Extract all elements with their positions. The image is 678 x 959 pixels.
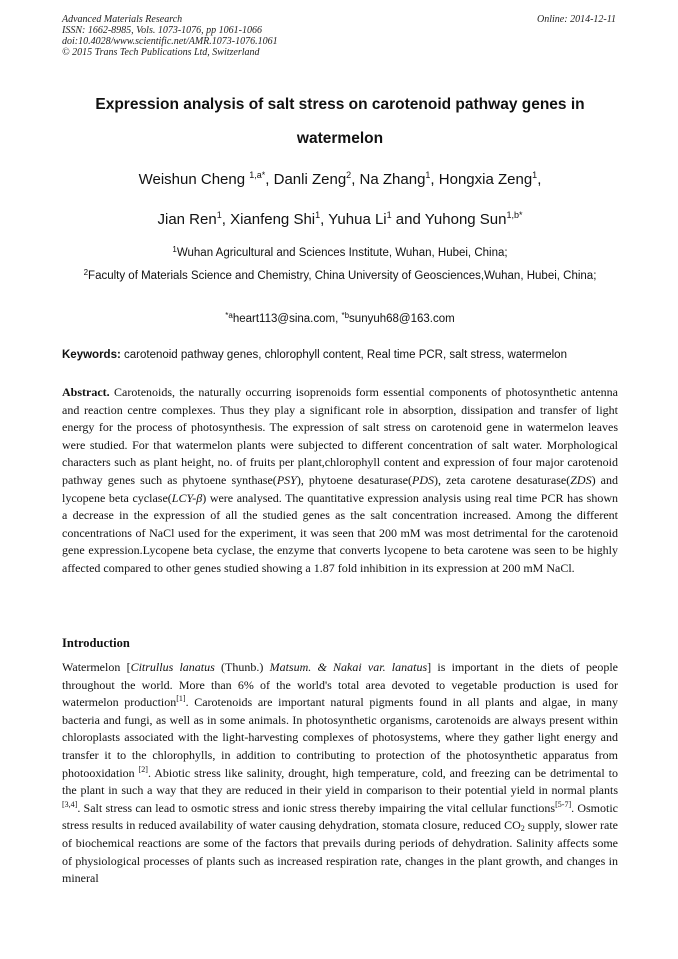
journal-issn: ISSN: 1662-8985, Vols. 1073-1076, pp 1061-1066 [62,25,262,36]
author-line-2: Jian Ren$^1$, Xianfeng Shi$^1$, Yuhua Li$^1$ and Yuhong Sun$^{1,b*}$ [157,210,523,228]
citation[interactable]: [5-7] [555,799,572,809]
abstract-text: ), phytoene desaturase( [296,472,412,487]
author-sup: 1,b* [506,210,523,220]
gene-name: PSY [276,472,297,487]
gene-name: LCY-β [171,490,203,505]
author-name: Weishun Cheng [138,171,246,188]
journal-header [62,14,618,58]
email-sup: *b [341,311,350,320]
abstract-text: ) were analysed. The quantitative expression analysis using real time PCR has shown a decrease in the expression of all the studied genes as the salt concentration increased. Among the different concentrations of NaCl used for the experiment, it was seen that 200 mM was most detrimental for the carotenoid gene expression.Lycopene beta cyclase, the enzyme that converts lycopene to beta carotene was seen to be highly affected compared to other genes studied showing a 1.87 fold inhibition in its expression at 200 mM NaCl. [62,490,618,575]
subscript: 2 [520,824,525,834]
journal-copyright: © 2015 Trans Tech Publications Ltd, Switzerland [62,47,260,58]
author-name: Hongxia Zeng [438,171,533,188]
author-name: Yuhong Sun [424,211,507,228]
email-line [62,310,618,329]
introduction-text [62,659,618,888]
species-name: Matsum. & Nakai var. lanatus [269,660,428,674]
section-heading-introduction: Introduction [62,636,130,650]
affiliation-sup: 1 [172,245,177,254]
journal-doi: doi:10.4028/www.scientific.net/AMR.1073-1076.1061 [62,36,278,47]
abstract-text: ), zeta carotene desaturase( [434,472,571,487]
intro-text: Watermelon [ [62,660,131,674]
citation[interactable]: [1] [176,694,186,704]
keywords-text: carotenoid pathway genes, chlorophyll content, Real time PCR, salt stress, watermelon [124,349,567,361]
abstract-label: Abstract. [62,385,110,399]
keywords-label: Keywords: [62,349,121,361]
email-link-a[interactable]: heart113@sina.com, [232,313,339,325]
author-name: Jian Ren [157,211,217,228]
online-date: Online: 2014-12-11 [537,14,616,25]
affiliation-text: Wuhan Agricultural and Sciences Institute, Wuhan, Hubei, China; [176,247,508,259]
affiliation-text: Faculty of Materials Science and Chemistry, China University of Geosciences,Wuhan, Hubei, China; [88,270,597,282]
email-sup: *a [225,311,233,320]
abstract-text: Carotenoids, the naturally occurring isoprenoids form essential components of photosynthetic antenna and reaction centre complexes. Thus they play a significant role in absorption, dissipation and transfer of light energy for the process of photosynthesis. The expression of salt stress on carotenoid gene in watermelon leaves were studied. For that watermelon plants were subjected to different concentration of salt water. Morphological characters such as plant height, no. of fruits per plant,chlorophyll content and expression of four major carotenoid pathway genes such as phytoene synthase( [62,385,618,487]
author-sup: 1 [216,210,222,220]
author-name: Na Zhang [359,171,426,188]
paper-title: Expression analysis of salt stress on carotenoid pathway genes in watermelon [95,96,585,147]
journal-name: Advanced Materials Research [62,14,183,25]
gene-name: ZDS [570,472,592,487]
abstract [62,384,618,578]
author-list [62,160,618,240]
author-name: Danli Zeng [273,171,347,188]
author-sup: 1 [386,210,392,220]
author-sup: 1 [315,210,321,220]
author-sup: 1 [532,170,538,180]
intro-text: . Salt stress can lead to osmotic stress and ionic stress thereby impairing the vital cellular functions [77,800,556,815]
keywords [62,347,618,363]
abstract-text: ) and lycopene beta cyclase( [62,472,619,505]
author-sup: 1 [425,170,431,180]
intro-text: (Thunb.) [214,660,270,674]
citation[interactable]: [2] [138,764,148,774]
email-link-b[interactable]: sunyuh68@163.com [349,313,455,325]
author-line-1: Weishun Cheng $^{1,a*}$, Danli Zeng$^2$, Na Zhang$^1$, Hongxia Zeng$^1$, [138,170,542,188]
author-name: Xianfeng Shi [230,211,316,228]
gene-name: PDS [412,472,434,487]
author-sup: 2 [346,170,352,180]
intro-text: . Osmotic stress results in reduced availability of water causing dehydration, stomata closure, reduced CO [62,800,618,833]
species-name: Citrullus lanatus [130,660,215,674]
affiliation-sup: 2 [83,268,89,277]
citation[interactable]: [3,4] [62,799,78,809]
affiliation-2 [82,267,598,286]
author-sup: 1,a* [249,170,266,180]
intro-text: . Carotenoids are important natural pigments found in all plants and algae, in many bacteria and fungi, as well as in some animals. In photosynthetic organisms, carotenoids are always present within chloroplasts associated with the light-harvesting complexes of photosystems, where they gather light energy and transfer it to the chlorophylls, in addition to contributing to protection of the photosynthetic apparatus from photooxidation [62,695,618,780]
intro-text: ] is important in the diets of people throughout the world. More than 6% of the world's total area devoted to vegetable production is used for watermelon production [62,660,618,710]
affiliation-1 [62,244,618,263]
intro-text: supply, slower rate of biochemical reactions are some of the factors that prevails during periods of dehydration. Salinity affects some of physiological processes of plants such as increased respiration rate, changes in the plant growth, and changes in mineral [62,818,619,886]
intro-text: . Abiotic stress like salinity, drought, high temperature, cold, and freezing can be detrimental to the plant in such a way that they are reduced in their yield in comparison to their potential yield in normal plants [62,765,618,798]
author-name: Yuhua Li [328,211,387,228]
